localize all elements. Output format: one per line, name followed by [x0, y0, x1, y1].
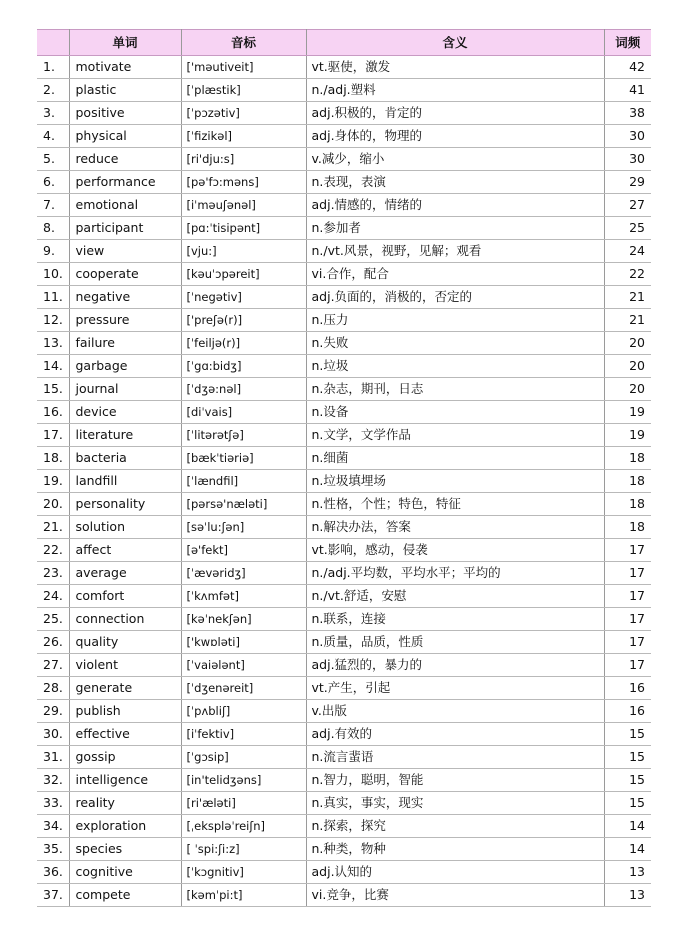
- row-frequency: 30: [604, 148, 651, 171]
- row-phonetic: [iˈfektiv]: [181, 723, 306, 746]
- row-frequency: 21: [604, 309, 651, 332]
- table-row: [37, 56, 651, 79]
- row-index: 10.: [37, 263, 69, 286]
- row-index: 3.: [37, 102, 69, 125]
- row-frequency: 15: [604, 769, 651, 792]
- row-frequency: 20: [604, 332, 651, 355]
- row-meaning: n.垃圾填埋场: [306, 470, 604, 493]
- row-index: 37.: [37, 884, 69, 907]
- row-phonetic: [kəˈnekʃən]: [181, 608, 306, 631]
- row-index: 12.: [37, 309, 69, 332]
- row-meaning: n./adj.塑料: [306, 79, 604, 102]
- row-index: 4.: [37, 125, 69, 148]
- table-row: [37, 401, 651, 424]
- row-phonetic: [ˈdʒenəreit]: [181, 677, 306, 700]
- row-frequency: 18: [604, 447, 651, 470]
- row-phonetic: [kəuˈɔpəreit]: [181, 263, 306, 286]
- row-word: personality: [69, 493, 181, 516]
- row-phonetic: [in'telidʒəns]: [181, 769, 306, 792]
- table-row: [37, 677, 651, 700]
- row-index: 36.: [37, 861, 69, 884]
- table-row: [37, 792, 651, 815]
- row-phonetic: [ˈvaiələnt]: [181, 654, 306, 677]
- row-phonetic: [ˈkɔgnitiv]: [181, 861, 306, 884]
- row-index: 8.: [37, 217, 69, 240]
- table-row: [37, 217, 651, 240]
- row-word: quality: [69, 631, 181, 654]
- row-word: solution: [69, 516, 181, 539]
- table-row: [37, 884, 651, 907]
- row-frequency: 22: [604, 263, 651, 286]
- row-meaning: v.出版: [306, 700, 604, 723]
- row-frequency: 17: [604, 608, 651, 631]
- header-word: 单词: [69, 30, 181, 56]
- row-meaning: n.性格，个性；特色，特征: [306, 493, 604, 516]
- row-word: affect: [69, 539, 181, 562]
- row-frequency: 17: [604, 631, 651, 654]
- table-row: [37, 493, 651, 516]
- row-frequency: 15: [604, 746, 651, 769]
- row-word: device: [69, 401, 181, 424]
- header-phonetic: 音标: [181, 30, 306, 56]
- row-meaning: adj.身体的，物理的: [306, 125, 604, 148]
- row-frequency: 13: [604, 884, 651, 907]
- row-phonetic: ['kwɒləti]: [181, 631, 306, 654]
- row-meaning: n.杂志，期刊，日志: [306, 378, 604, 401]
- header-row: [37, 30, 651, 56]
- row-meaning: adj.负面的，消极的，否定的: [306, 286, 604, 309]
- row-index: 21.: [37, 516, 69, 539]
- table-row: [37, 815, 651, 838]
- row-frequency: 30: [604, 125, 651, 148]
- row-meaning: n.文学，文学作品: [306, 424, 604, 447]
- row-word: generate: [69, 677, 181, 700]
- table-row: [37, 332, 651, 355]
- row-frequency: 24: [604, 240, 651, 263]
- header-meaning: 含义: [306, 30, 604, 56]
- row-meaning: adj.猛烈的，暴力的: [306, 654, 604, 677]
- row-index: 15.: [37, 378, 69, 401]
- row-index: 25.: [37, 608, 69, 631]
- row-word: journal: [69, 378, 181, 401]
- table-row: [37, 631, 651, 654]
- row-meaning: n.表现，表演: [306, 171, 604, 194]
- row-meaning: n./adj.平均数，平均水平；平均的: [306, 562, 604, 585]
- row-meaning: n.联系，连接: [306, 608, 604, 631]
- table-row: [37, 769, 651, 792]
- row-phonetic: [ˈlitərətʃə]: [181, 424, 306, 447]
- row-index: 20.: [37, 493, 69, 516]
- row-index: 7.: [37, 194, 69, 217]
- table-row: [37, 194, 651, 217]
- row-frequency: 38: [604, 102, 651, 125]
- row-meaning: vt.驱使，激发: [306, 56, 604, 79]
- row-frequency: 19: [604, 424, 651, 447]
- vocabulary-table: [37, 29, 651, 907]
- row-word: failure: [69, 332, 181, 355]
- row-phonetic: [diˈvais]: [181, 401, 306, 424]
- row-index: 6.: [37, 171, 69, 194]
- row-frequency: 29: [604, 171, 651, 194]
- row-word: bacteria: [69, 447, 181, 470]
- row-meaning: n.细菌: [306, 447, 604, 470]
- row-frequency: 15: [604, 792, 651, 815]
- row-meaning: n.垃圾: [306, 355, 604, 378]
- row-word: performance: [69, 171, 181, 194]
- row-phonetic: ['məutiveit]: [181, 56, 306, 79]
- row-frequency: 41: [604, 79, 651, 102]
- row-frequency: 15: [604, 723, 651, 746]
- row-meaning: n.种类，物种: [306, 838, 604, 861]
- row-frequency: 16: [604, 677, 651, 700]
- row-word: physical: [69, 125, 181, 148]
- table-row: [37, 654, 651, 677]
- row-phonetic: [pə'fɔ:məns]: [181, 171, 306, 194]
- row-frequency: 19: [604, 401, 651, 424]
- row-word: emotional: [69, 194, 181, 217]
- row-frequency: 17: [604, 654, 651, 677]
- row-phonetic: [səˈlu:ʃən]: [181, 516, 306, 539]
- row-word: participant: [69, 217, 181, 240]
- row-index: 2.: [37, 79, 69, 102]
- row-index: 30.: [37, 723, 69, 746]
- row-index: 17.: [37, 424, 69, 447]
- table-row: [37, 700, 651, 723]
- row-phonetic: [bækˈtiəriə]: [181, 447, 306, 470]
- row-meaning: v.减少，缩小: [306, 148, 604, 171]
- row-index: 31.: [37, 746, 69, 769]
- row-phonetic: [ˈnegətiv]: [181, 286, 306, 309]
- row-word: landfill: [69, 470, 181, 493]
- row-word: plastic: [69, 79, 181, 102]
- row-phonetic: [ˈfizikəl]: [181, 125, 306, 148]
- row-index: 35.: [37, 838, 69, 861]
- table-row: [37, 424, 651, 447]
- row-meaning: vi.合作，配合: [306, 263, 604, 286]
- row-word: average: [69, 562, 181, 585]
- row-word: exploration: [69, 815, 181, 838]
- row-word: cognitive: [69, 861, 181, 884]
- row-word: effective: [69, 723, 181, 746]
- row-phonetic: [ri'æləti]: [181, 792, 306, 815]
- row-frequency: 14: [604, 838, 651, 861]
- row-frequency: 17: [604, 562, 651, 585]
- row-word: violent: [69, 654, 181, 677]
- table-row: [37, 861, 651, 884]
- row-index: 13.: [37, 332, 69, 355]
- header-index: [37, 30, 69, 56]
- row-phonetic: [ˈlændfil]: [181, 470, 306, 493]
- table-row: [37, 102, 651, 125]
- row-frequency: 18: [604, 470, 651, 493]
- row-word: positive: [69, 102, 181, 125]
- row-index: 11.: [37, 286, 69, 309]
- row-index: 26.: [37, 631, 69, 654]
- table-row: [37, 585, 651, 608]
- row-meaning: adj.认知的: [306, 861, 604, 884]
- row-word: reduce: [69, 148, 181, 171]
- table-row: [37, 148, 651, 171]
- table-row: [37, 746, 651, 769]
- row-phonetic: [ˈdʒə:nəl]: [181, 378, 306, 401]
- row-word: publish: [69, 700, 181, 723]
- row-meaning: n.解决办法，答案: [306, 516, 604, 539]
- row-word: view: [69, 240, 181, 263]
- table-body: [37, 56, 651, 907]
- row-meaning: n.探索，探究: [306, 815, 604, 838]
- row-index: 32.: [37, 769, 69, 792]
- row-phonetic: [pɑ:ˈtisipənt]: [181, 217, 306, 240]
- row-index: 19.: [37, 470, 69, 493]
- row-word: garbage: [69, 355, 181, 378]
- row-frequency: 14: [604, 815, 651, 838]
- row-index: 29.: [37, 700, 69, 723]
- row-word: negative: [69, 286, 181, 309]
- row-phonetic: [ˈkʌmfət]: [181, 585, 306, 608]
- row-index: 23.: [37, 562, 69, 585]
- row-meaning: n.失败: [306, 332, 604, 355]
- table-row: [37, 355, 651, 378]
- row-word: motivate: [69, 56, 181, 79]
- row-word: connection: [69, 608, 181, 631]
- row-meaning: adj.有效的: [306, 723, 604, 746]
- row-phonetic: [iˈməuʃənəl]: [181, 194, 306, 217]
- table-row: [37, 309, 651, 332]
- table-row: [37, 240, 651, 263]
- row-word: comfort: [69, 585, 181, 608]
- row-phonetic: ['preʃə(r)]: [181, 309, 306, 332]
- row-index: 9.: [37, 240, 69, 263]
- row-index: 34.: [37, 815, 69, 838]
- row-frequency: 27: [604, 194, 651, 217]
- row-word: intelligence: [69, 769, 181, 792]
- row-meaning: n.智力，聪明，智能: [306, 769, 604, 792]
- row-phonetic: [ˌekspləˈreiʃn]: [181, 815, 306, 838]
- table-header: [37, 30, 651, 56]
- row-frequency: 18: [604, 493, 651, 516]
- row-meaning: n.设备: [306, 401, 604, 424]
- row-index: 1.: [37, 56, 69, 79]
- row-index: 27.: [37, 654, 69, 677]
- row-frequency: 18: [604, 516, 651, 539]
- row-frequency: 17: [604, 539, 651, 562]
- table-row: [37, 447, 651, 470]
- row-index: 22.: [37, 539, 69, 562]
- row-frequency: 20: [604, 355, 651, 378]
- row-frequency: 17: [604, 585, 651, 608]
- row-word: reality: [69, 792, 181, 815]
- table-row: [37, 125, 651, 148]
- table-row: [37, 838, 651, 861]
- row-index: 24.: [37, 585, 69, 608]
- row-index: 16.: [37, 401, 69, 424]
- row-frequency: 21: [604, 286, 651, 309]
- row-frequency: 20: [604, 378, 651, 401]
- table-row: [37, 286, 651, 309]
- row-meaning: n.真实，事实，现实: [306, 792, 604, 815]
- row-meaning: n.流言蜚语: [306, 746, 604, 769]
- row-index: 18.: [37, 447, 69, 470]
- row-phonetic: [ˈævəridʒ]: [181, 562, 306, 585]
- table-row: [37, 378, 651, 401]
- row-meaning: vt.产生，引起: [306, 677, 604, 700]
- row-meaning: n.参加者: [306, 217, 604, 240]
- row-meaning: n.压力: [306, 309, 604, 332]
- row-phonetic: [ˈgɔsip]: [181, 746, 306, 769]
- row-phonetic: [ri'dju:s]: [181, 148, 306, 171]
- row-frequency: 16: [604, 700, 651, 723]
- table-row: [37, 608, 651, 631]
- row-meaning: n./vt.舒适，安慰: [306, 585, 604, 608]
- row-phonetic: [pərsə'næləti]: [181, 493, 306, 516]
- table-row: [37, 79, 651, 102]
- table-row: [37, 723, 651, 746]
- row-phonetic: [ˈpʌbliʃ]: [181, 700, 306, 723]
- row-meaning: n.质量，品质，性质: [306, 631, 604, 654]
- row-index: 14.: [37, 355, 69, 378]
- row-meaning: n./vt.风景，视野，见解；观看: [306, 240, 604, 263]
- row-phonetic: [vju:]: [181, 240, 306, 263]
- row-word: gossip: [69, 746, 181, 769]
- table-row: [37, 539, 651, 562]
- table-row: [37, 263, 651, 286]
- row-word: literature: [69, 424, 181, 447]
- row-meaning: vt.影响，感动，侵袭: [306, 539, 604, 562]
- row-frequency: 25: [604, 217, 651, 240]
- row-index: 33.: [37, 792, 69, 815]
- row-meaning: vi.竞争，比赛: [306, 884, 604, 907]
- row-phonetic: [kəmˈpi:t]: [181, 884, 306, 907]
- row-word: pressure: [69, 309, 181, 332]
- row-phonetic: [ ˈspi:ʃi:z]: [181, 838, 306, 861]
- table-row: [37, 171, 651, 194]
- table-row: [37, 470, 651, 493]
- row-phonetic: [ˈpɔzətiv]: [181, 102, 306, 125]
- row-meaning: adj.积极的，肯定的: [306, 102, 604, 125]
- row-frequency: 42: [604, 56, 651, 79]
- row-word: cooperate: [69, 263, 181, 286]
- row-phonetic: [ə'fekt]: [181, 539, 306, 562]
- row-phonetic: [ˈgɑ:bidʒ]: [181, 355, 306, 378]
- row-index: 5.: [37, 148, 69, 171]
- row-phonetic: [ˈfeiljə(r)]: [181, 332, 306, 355]
- row-word: compete: [69, 884, 181, 907]
- row-phonetic: [ˈplæstik]: [181, 79, 306, 102]
- table-row: [37, 562, 651, 585]
- row-frequency: 13: [604, 861, 651, 884]
- row-index: 28.: [37, 677, 69, 700]
- table-row: [37, 516, 651, 539]
- row-meaning: adj.情感的，情绪的: [306, 194, 604, 217]
- row-word: species: [69, 838, 181, 861]
- header-frequency: 词频: [604, 30, 651, 56]
